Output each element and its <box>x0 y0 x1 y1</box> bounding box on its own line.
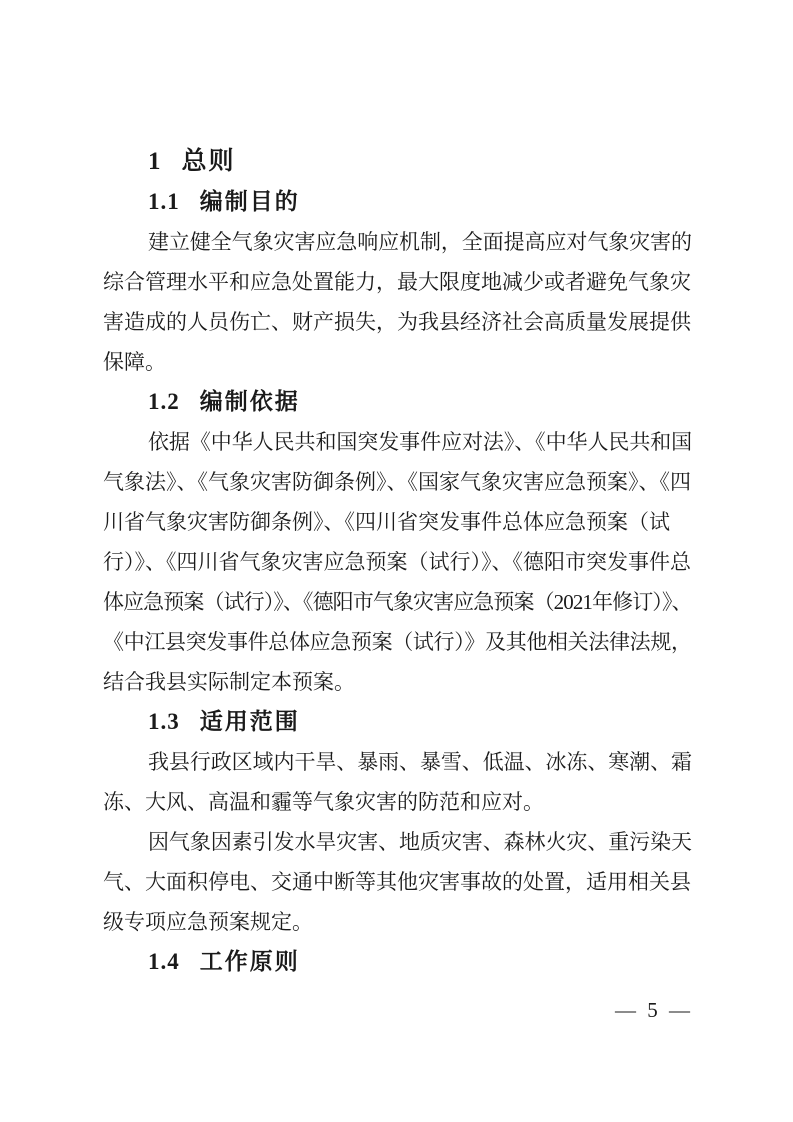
section-title: 适用范围 <box>199 709 300 734</box>
paragraph <box>103 742 692 822</box>
text-line: 气象法》、《气象灾害防御条例》、《国家气象灾害应急预案》、《四 <box>103 470 691 494</box>
text-line: 建立健全气象灾害应急响应机制，全面提高应对气象灾害的 <box>148 230 692 254</box>
text-line: 结合我县实际制定本预案。 <box>103 670 355 694</box>
text-line: 综合管理水平和应急处置能力，最大限度地减少或者避免气象灾 <box>103 270 691 294</box>
text-line: 气、大面积停电、交通中断等其他灾害事故的处置，适用相关县 <box>103 870 691 894</box>
section-heading-1.2 <box>103 382 692 422</box>
section-number: 1.2 <box>148 389 180 414</box>
text-line: 级专项应急预案规定。 <box>103 910 313 934</box>
text-line: 害造成的人员伤亡、财产损失，为我县经济社会高质量发展提供 <box>103 310 691 334</box>
section-number: 1 <box>148 148 162 175</box>
section-title: 总则 <box>181 148 236 175</box>
section-heading-1.1 <box>103 182 692 222</box>
text-line: 我县行政区域内干旱、暴雨、暴雪、低温、冰冻、寒潮、霜 <box>148 750 692 774</box>
section-title: 编制依据 <box>199 389 300 414</box>
text-line: 依据《中华人民共和国突发事件应对法》、《中华人民共和国 <box>148 430 693 454</box>
section-title: 编制目的 <box>199 189 300 214</box>
text-line: 川省气象灾害防御条例》、《四川省突发事件总体应急预案（试 <box>103 510 670 534</box>
section-heading-1.4 <box>103 942 692 982</box>
text-line: 冻、大风、高温和霾等气象灾害的防范和应对。 <box>103 790 544 814</box>
text-line: 保障。 <box>103 350 166 374</box>
text-line: 行）》、《四川省气象灾害应急预案（试行）》、《德阳市突发事件总 <box>103 550 691 574</box>
section-heading-1.3 <box>103 702 692 742</box>
paragraph <box>103 822 692 942</box>
text-line: 《中江县突发事件总体应急预案（试行）》及其他相关法律法规， <box>103 630 692 654</box>
page-number: — 5 — <box>615 998 693 1022</box>
section-number: 1.4 <box>148 949 180 974</box>
paragraph <box>103 422 692 702</box>
section-heading-1 <box>103 142 692 182</box>
page-footer <box>615 995 693 1025</box>
text-line: 因气象因素引发水旱灾害、地质灾害、森林火灾、重污染天 <box>148 830 692 854</box>
document-content <box>103 142 692 982</box>
text-line: 体应急预案（试行）》、《德阳市气象灾害应急预案（2021年修订）》、 <box>103 590 692 614</box>
section-number: 1.3 <box>148 709 180 734</box>
section-title: 工作原则 <box>199 949 300 974</box>
paragraph <box>103 222 692 382</box>
section-number: 1.1 <box>148 189 180 214</box>
